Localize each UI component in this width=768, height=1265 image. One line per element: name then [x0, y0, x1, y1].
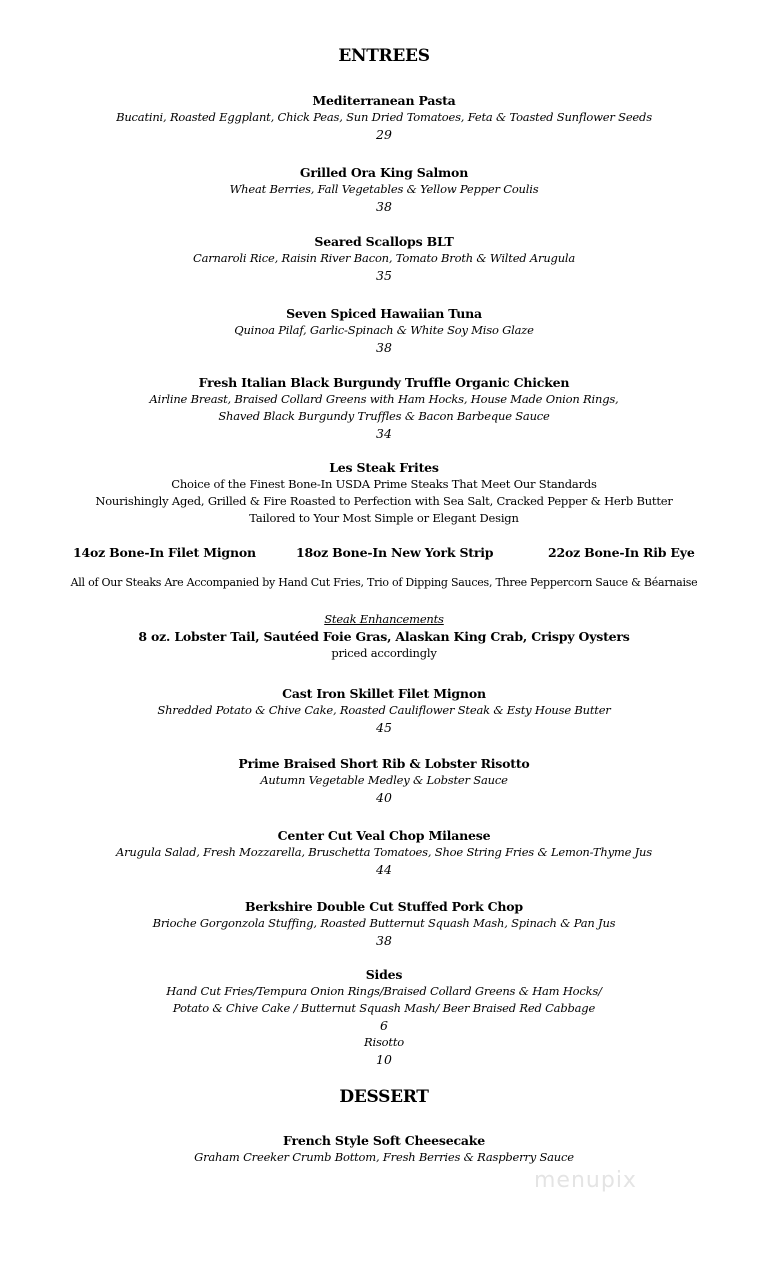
item-description-line-1: Airline Breast, Braised Collard Greens with Ham Hocks, House Made Onion Rings, [149, 392, 619, 406]
steak-frites-block [20, 459, 748, 527]
menu-item-short-rib [20, 755, 748, 806]
item-description: Arugula Salad, Fresh Mozzarella, Bruschetta Tomatoes, Shoe String Fries & Lemon-Thyme Jus [116, 845, 652, 859]
sides-heading: Sides [365, 967, 403, 982]
sides-line-1: Hand Cut Fries/Tempura Onion Rings/Braised Collard Greens & Ham Hocks/ [166, 984, 602, 998]
item-description-line-2: Shaved Black Burgundy Truffles & Bacon Barbeque Sauce [218, 409, 550, 423]
item-price: 38 [376, 340, 392, 355]
item-price: 35 [376, 268, 392, 283]
item-description: Autumn Vegetable Medley & Lobster Sauce [260, 773, 508, 787]
item-name: Cast Iron Skillet Filet Mignon [282, 686, 486, 701]
watermark: menupix [534, 1168, 637, 1193]
item-description: Graham Creeker Crumb Bottom, Fresh Berries & Raspberry Sauce [194, 1150, 574, 1164]
item-description: Shredded Potato & Chive Cake, Roasted Cauliflower Steak & Esty House Butter [157, 703, 611, 717]
item-name: Mediterranean Pasta [312, 93, 456, 108]
enhancements-list: 8 oz. Lobster Tail, Sautéed Foie Gras, Alaskan King Crab, Crispy Oysters [138, 629, 630, 644]
steak-cut-filet: 14oz Bone-In Filet Mignon [73, 545, 256, 560]
menu-item-tuna [20, 305, 748, 356]
item-price: 34 [376, 426, 392, 441]
item-name: Grilled Ora King Salmon [299, 165, 469, 180]
steak-accompaniment [0, 574, 768, 591]
enhancements-title: Steak Enhancements [324, 612, 444, 626]
item-price: 29 [376, 127, 392, 142]
item-name: Seared Scallops BLT [314, 234, 454, 249]
item-name: Berkshire Double Cut Stuffed Pork Chop [245, 899, 523, 914]
item-name: French Style Soft Cheesecake [283, 1133, 485, 1148]
item-name: Les Steak Frites [329, 460, 439, 475]
steak-cut-new-york-strip: 18oz Bone-In New York Strip [296, 545, 494, 560]
menu-item-truffle-chicken [20, 374, 748, 442]
steak-enhancements [20, 611, 748, 662]
entrees-heading: ENTREES [338, 46, 430, 66]
sides-line-2: Potato & Chive Cake / Butternut Squash Mash/ Beer Braised Red Cabbage [172, 1001, 596, 1015]
item-description: Carnaroli Rice, Raisin River Bacon, Tomato Broth & Wilted Arugula [192, 251, 576, 265]
steak-frites-line-3: Tailored to Your Most Simple or Elegant Design [249, 511, 519, 525]
steak-cuts-row [0, 545, 768, 563]
risotto-price: 10 [376, 1052, 392, 1067]
item-price: 38 [376, 199, 392, 214]
item-name: Prime Braised Short Rib & Lobster Risotto [238, 756, 530, 771]
dessert-heading: DESSERT [339, 1087, 429, 1107]
item-price: 45 [376, 720, 392, 735]
item-name: Fresh Italian Black Burgundy Truffle Organic Chicken [198, 375, 570, 390]
sides-block [20, 966, 748, 1068]
menu-item-mediterranean-pasta [20, 92, 748, 143]
enhancements-price: priced accordingly [331, 646, 437, 660]
item-description: Quinoa Pilaf, Garlic-Spinach & White Soy Miso Glaze [234, 323, 534, 337]
item-price: 40 [376, 790, 392, 805]
menu-item-cheesecake [20, 1132, 748, 1166]
sides-price: 6 [380, 1018, 388, 1033]
menu-item-veal-chop [20, 827, 748, 878]
steak-frites-line-2: Nourishingly Aged, Grilled & Fire Roasted to Perfection with Sea Salt, Cracked Pepper & Herb Butter [95, 494, 673, 508]
accompaniment-text: All of Our Steaks Are Accompanied by Hand Cut Fries, Trio of Dipping Sauces, Three Peppercorn Sauce & Béarnaise [70, 576, 698, 589]
item-name: Seven Spiced Hawaiian Tuna [286, 306, 482, 321]
steak-frites-line-1: Choice of the Finest Bone-In USDA Prime Steaks That Meet Our Standards [171, 477, 597, 491]
item-description: Bucatini, Roasted Eggplant, Chick Peas, Sun Dried Tomatoes, Feta & Toasted Sunflower Seeds [116, 110, 652, 124]
item-price: 38 [376, 933, 392, 948]
item-description: Wheat Berries, Fall Vegetables & Yellow Pepper Coulis [229, 182, 539, 196]
item-description: Brioche Gorgonzola Stuffing, Roasted Butternut Squash Mash, Spinach & Pan Jus [152, 916, 616, 930]
menu-item-filet-mignon [20, 685, 748, 736]
menu-item-pork-chop [20, 898, 748, 949]
menu-item-scallops [20, 233, 748, 284]
menu-item-salmon [20, 164, 748, 215]
item-name: Center Cut Veal Chop Milanese [277, 828, 491, 843]
steak-cut-rib-eye: 22oz Bone-In Rib Eye [548, 545, 695, 560]
risotto-label: Risotto [364, 1035, 404, 1049]
item-price: 44 [376, 862, 392, 877]
